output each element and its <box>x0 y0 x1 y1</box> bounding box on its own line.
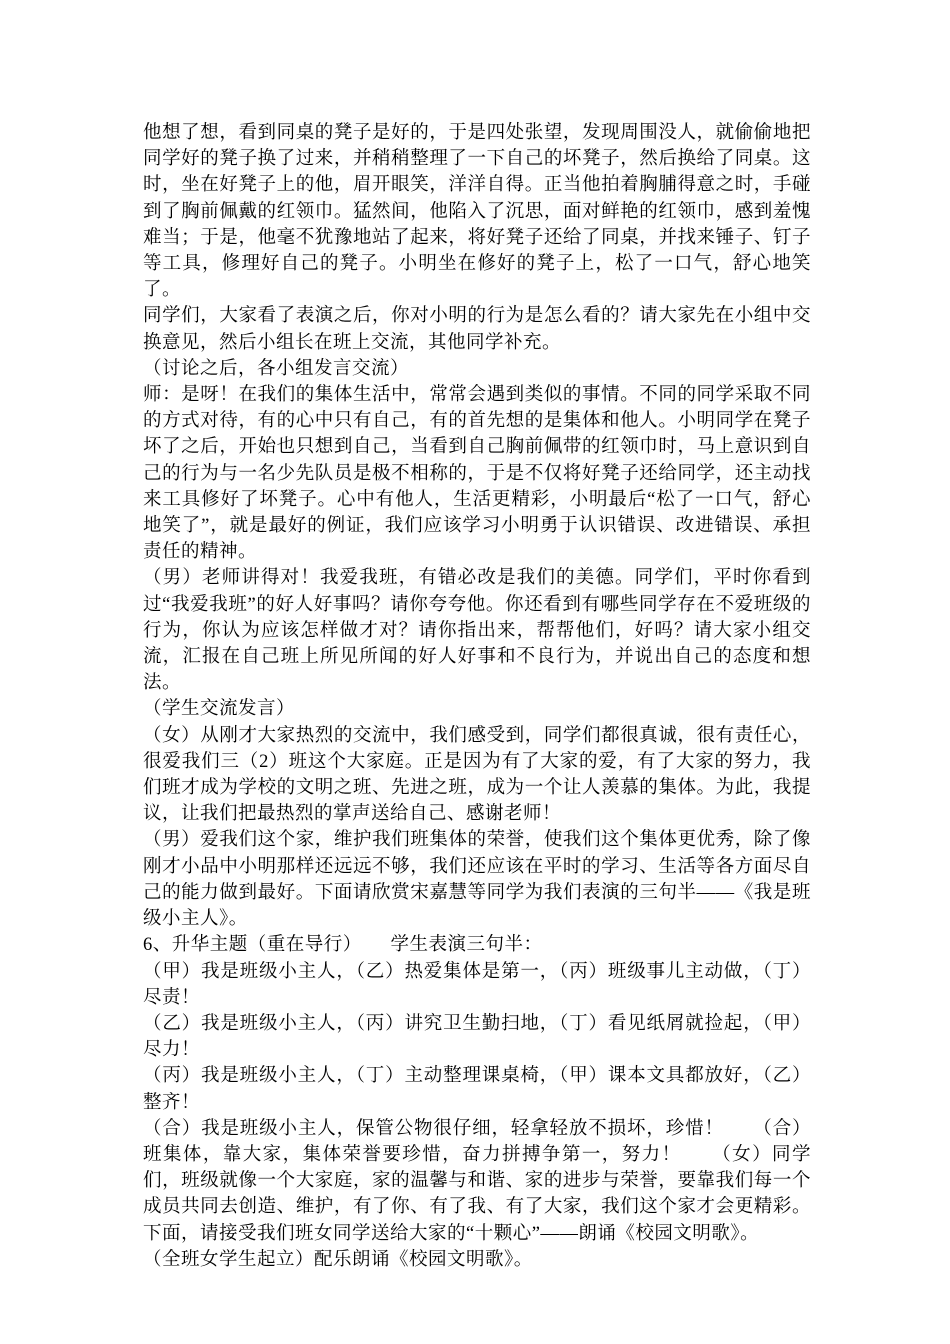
paragraph-female-host: （女）从刚才大家热烈的交流中，我们感受到，同学们都很真诚，很有责任心，很爱我们三（2）班这个大家庭。正是因为有了大家的爱，有了大家的努力，我们班才成为学校的文明之班、先进之班，成为一个让人羡慕的集体。为此，我提议，让我们把最热烈的掌声送给自己、感谢老师！ <box>143 725 811 825</box>
paragraph-verse-2: （乙）我是班级小主人，（丙）讲究卫生勤扫地，（丁）看见纸屑就捡起，（甲）尽力！ <box>143 1013 811 1061</box>
paragraph-verse-1: （甲）我是班级小主人，（乙）热爱集体是第一，（丙）班级事儿主动做，（丁）尽责！ <box>143 961 811 1008</box>
paragraph-teacher-summary: 师：是呀！在我们的集体生活中，常常会遇到类似的事情。不同的同学采取不同的方式对待，有的心中只有自己，有的首先想的是集体和他人。小明同学在凳子坏了之后，开始也只想到自己，当看到自己胸前佩带的红领巾时，马上意识到自己的行为与一名少先队员是极不相称的，于是不仅将好凳子还给同学，还主动找来工具修好了坏凳子。心中有他人，生活更精彩，小明最后“松了一口气，舒心地笑了”，就是最好的例证，我们应该学习小明勇于认识错误、改进错误、承担责任的精神。 <box>143 385 811 563</box>
paragraph-section-heading: 6、升华主题（重在导行） 学生表演三句半： <box>143 935 543 956</box>
paragraph-stage-direction-students: （学生交流发言） <box>143 699 296 720</box>
paragraph-skit-narration: 他想了想，看到同桌的凳子是好的，于是四处张望，发现周围没人，就偷偷地把同学好的凳子换了过来，并稍稍整理了一下自己的坏凳子，然后换给了同桌。这时，坐在好凳子上的他，眉开眼笑，洋洋自得。正当他拍着胸脯得意之时，手碰到了胸前佩戴的红领巾。猛然间，他陷入了沉思，面对鲜艳的红领巾，感到羞愧难当；于是，他毫不犹豫地站了起来，将好凳子还给了同桌，并找来锤子、钉子等工具，修理好自己的凳子。小明坐在修好的凳子上，松了一口气，舒心地笑了。 <box>143 123 811 301</box>
paragraph-stage-direction-discussion: （讨论之后，各小组发言交流） <box>143 358 410 379</box>
paragraph-closing-direction: （全班女学生起立）配乐朗诵《校园文明歌》。 <box>143 1249 533 1270</box>
paragraph-teacher-question: 同学们，大家看了表演之后，你对小明的行为是怎么看的？请大家先在小组中交换意见，然后小组长在班上交流，其他同学补充。 <box>143 306 811 353</box>
paragraph-male-host-2: （男）爱我们这个家，维护我们班集体的荣誉，使我们这个集体更优秀，除了像刚才小品中小明那样还远远不够，我们还应该在平时的学习、生活等各方面尽自己的能力做到最好。下面请欣赏宋嘉慧等同学为我们表演的三句半——《我是班级小主人》。 <box>143 830 811 930</box>
paragraph-verse-4-and-transition: （合）我是班级小主人，保管公物很仔细，轻拿轻放不损坏，珍惜！ （合）班集体，靠大家，集体荣誉要珍惜，奋力拼搏争第一，努力！ （女）同学们，班级就像一个大家庭，家的温馨与和谐、家的进步与荣誉，要靠我们每一个成员共同去创造、维护，有了你、有了我、有了大家，我们这个家才会更精彩。下面，请接受我们班女同学送给大家的“十颗心”——朗诵《校园文明歌》。 <box>143 1118 811 1244</box>
paragraph-male-host: （男）老师讲得对！我爱我班，有错必改是我们的美德。同学们，平时你看到过“我爱我班”的好人好事吗？请你夸夸他。你还看到有哪些同学存在不爱班级的行为，你认为应该怎样做才对？请你指出来，帮帮他们，好吗？请大家小组交流，汇报在自己班上所见所闻的好人好事和不良行为，并说出自己的态度和想法。 <box>143 568 811 694</box>
document-content <box>143 120 811 1273</box>
paragraph-verse-3: （丙）我是班级小主人，（丁）主动整理课桌椅，（甲）课本文具都放好，（乙）整齐！ <box>143 1066 811 1113</box>
